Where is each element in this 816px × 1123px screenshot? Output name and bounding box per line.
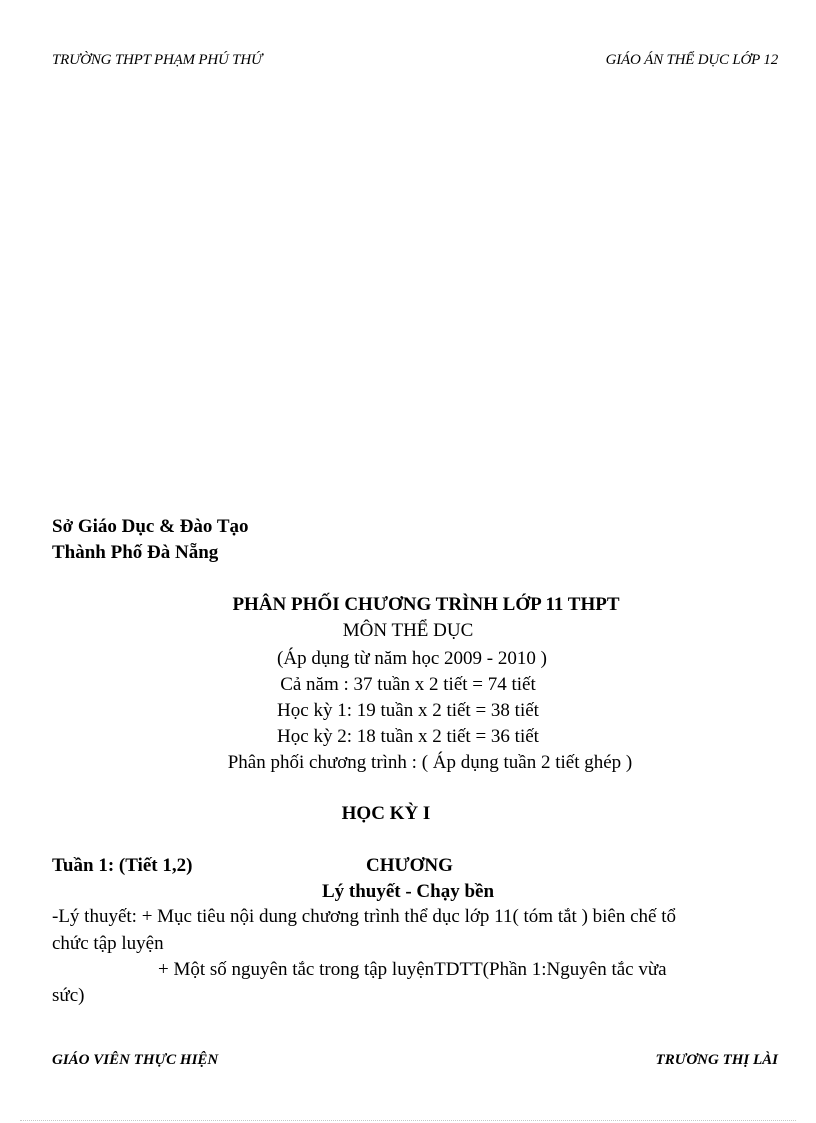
program-subject: MÔN THỂ DỤC <box>342 620 474 641</box>
program-year-total: Cả năm : 37 tuần x 2 tiết = 74 tiết <box>280 674 536 695</box>
lesson-title: Lý thuyết - Chạy bền <box>321 881 495 902</box>
content-line: chức tập luyện <box>52 933 164 954</box>
week-label: Tuần 1: (Tiết 1,2) <box>52 855 193 876</box>
header-doc-title: GIÁO ÁN THỂ DỤC LỚP 12 <box>605 52 778 68</box>
program-semester-2: Học kỳ 2: 18 tuần x 2 tiết = 36 tiết <box>277 726 539 747</box>
header-school: TRƯỜNG THPT PHẠM PHÚ THỨ <box>52 52 263 68</box>
chapter-heading: CHƯƠNG <box>366 855 453 876</box>
page-bottom-divider <box>20 1120 796 1121</box>
organization-line-2: Thành Phố Đà Nẵng <box>52 542 219 563</box>
organization-line-1: Sở Giáo Dục & Đào Tạo <box>52 516 249 537</box>
program-apply: (Áp dụng từ năm học 2009 - 2010 ) <box>277 648 547 669</box>
program-title: PHÂN PHỐI CHƯƠNG TRÌNH LỚP 11 THPT <box>232 594 620 615</box>
program-distribution: Phân phối chương trình : ( Áp dụng tuần 2 tiết ghép ) <box>227 752 633 773</box>
semester-heading: HỌC KỲ I <box>341 803 431 824</box>
footer-teacher-name: TRƯƠNG THỊ LÀI <box>655 1052 778 1068</box>
content-line: -Lý thuyết: + Mục tiêu nội dung chương trình thể dục lớp 11( tóm tắt ) biên chế tổ <box>52 906 677 927</box>
program-semester-1: Học kỳ 1: 19 tuần x 2 tiết = 38 tiết <box>277 700 539 721</box>
footer-teacher-label: GIÁO VIÊN THỰC HIỆN <box>52 1052 219 1068</box>
content-line: sức) <box>52 985 85 1006</box>
content-line: + Một số nguyên tắc trong tập luyệnTDTT(Phần 1:Nguyên tắc vừa <box>158 959 667 980</box>
